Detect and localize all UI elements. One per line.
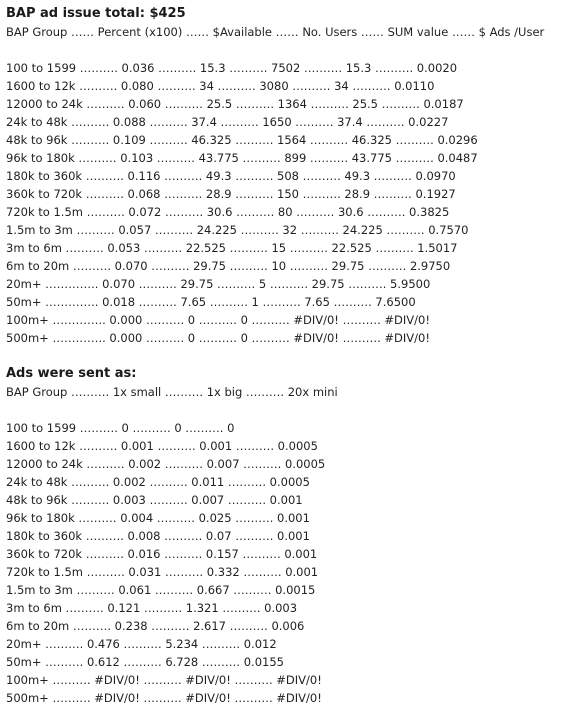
section1-row: 1.5m to 3m ………. 0.057 ………. 24.225 ………. 32 ………. 24.225 ………. 0.7570 [6,223,469,237]
section2-row: 360k to 720k ………. 0.016 ………. 0.157 ………. 0.001 [6,547,318,561]
section2-row: 3m to 6m ………. 0.121 ………. 1.321 ………. 0.003 [6,601,298,615]
section2-row: 500m+ ………. #DIV/0! ………. #DIV/0! ………. #DIV/0! [6,691,322,705]
section1-title: BAP ad issue total: $425 [6,6,186,21]
section2-header: BAP Group ………. 1x small ………. 1x big ………. 20x mini [6,385,338,399]
section2-row: 50m+ ………. 0.612 ………. 6.728 ………. 0.0155 [6,655,284,669]
section2-row: 12000 to 24k ………. 0.002 ………. 0.007 ………. 0.0005 [6,457,326,471]
section2-row: 48k to 96k ………. 0.003 ………. 0.007 ………. 0.001 [6,493,303,507]
section1-row: 1600 to 12k ………. 0.080 ………. 34 ………. 3080 ………. 34 ………. 0.0110 [6,79,435,93]
section1-row: 100m+ ………….. 0.000 ………. 0 ………. 0 ………. #DIV/0! ………. #DIV/0! [6,313,430,327]
section1-row: 48k to 96k ………. 0.109 ………. 46.325 ………. 1564 ………. 46.325 ………. 0.0296 [6,133,478,147]
section2-row: 1.5m to 3m ………. 0.061 ………. 0.667 ………. 0.0015 [6,583,316,597]
section1-row: 500m+ ………….. 0.000 ………. 0 ………. 0 ………. #DIV/0! ………. #DIV/0! [6,331,430,345]
section2-row: 96k to 180k ………. 0.004 ………. 0.025 ………. 0.001 [6,511,310,525]
section1-row: 3m to 6m ………. 0.053 ………. 22.525 ………. 15 ………. 22.525 ………. 1.5017 [6,241,458,255]
section2-row: 720k to 1.5m ………. 0.031 ………. 0.332 ………. 0.001 [6,565,319,579]
section2-row: 24k to 48k ………. 0.002 ………. 0.011 ………. 0.0005 [6,475,310,489]
section2-row: 6m to 20m ………. 0.238 ………. 2.617 ………. 0.006 [6,619,305,633]
section1-row: 24k to 48k ………. 0.088 ………. 37.4 ………. 1650 ………. 37.4 ………. 0.0227 [6,115,449,129]
section1-row: 100 to 1599 ………. 0.036 ………. 15.3 ………. 7502 ………. 15.3 ………. 0.0020 [6,61,458,75]
section1-row: 50m+ ………….. 0.018 ………. 7.65 ………. 1 ………. 7.65 ………. 7.6500 [6,295,416,309]
spacer [6,401,571,419]
section2-row: 100m+ ………. #DIV/0! ………. #DIV/0! ………. #DIV/0! [6,673,322,687]
section1-row: 12000 to 24k ………. 0.060 ………. 25.5 ………. 1364 ………. 25.5 ………. 0.0187 [6,97,464,111]
section1-row: 720k to 1.5m ………. 0.072 ………. 30.6 ………. 80 ………. 30.6 ………. 0.3825 [6,205,450,219]
section1-row: 180k to 360k ………. 0.116 ………. 49.3 ………. 508 ………. 49.3 ………. 0.0970 [6,169,456,183]
spacer [6,41,571,59]
section2-title: Ads were sent as: [6,366,137,381]
section2-row: 1600 to 12k ………. 0.001 ………. 0.001 ………. 0.0005 [6,439,318,453]
section2-row: 100 to 1599 ………. 0 ………. 0 ………. 0 [6,421,235,435]
section1-row: 6m to 20m ………. 0.070 ………. 29.75 ………. 10 ………. 29.75 ………. 2.9750 [6,259,451,273]
section2-row: 20m+ ………. 0.476 ………. 5.234 ………. 0.012 [6,637,277,651]
section1-row: 20m+ ………….. 0.070 ………. 29.75 ………. 5 ………. 29.75 ………. 5.9500 [6,277,431,291]
section1-row: 96k to 180k ………. 0.103 ………. 43.775 ………. 899 ………. 43.775 ………. 0.0487 [6,151,478,165]
section1-header: BAP Group …… Percent (x100) …… $Available …… No. Users …… SUM value …… $ Ads /User [6,25,545,39]
section2-row: 180k to 360k ………. 0.008 ………. 0.07 ………. 0.001 [6,529,310,543]
section1-row: 360k to 720k ………. 0.068 ………. 28.9 ………. 150 ………. 28.9 ………. 0.1927 [6,187,456,201]
spacer [6,347,571,365]
